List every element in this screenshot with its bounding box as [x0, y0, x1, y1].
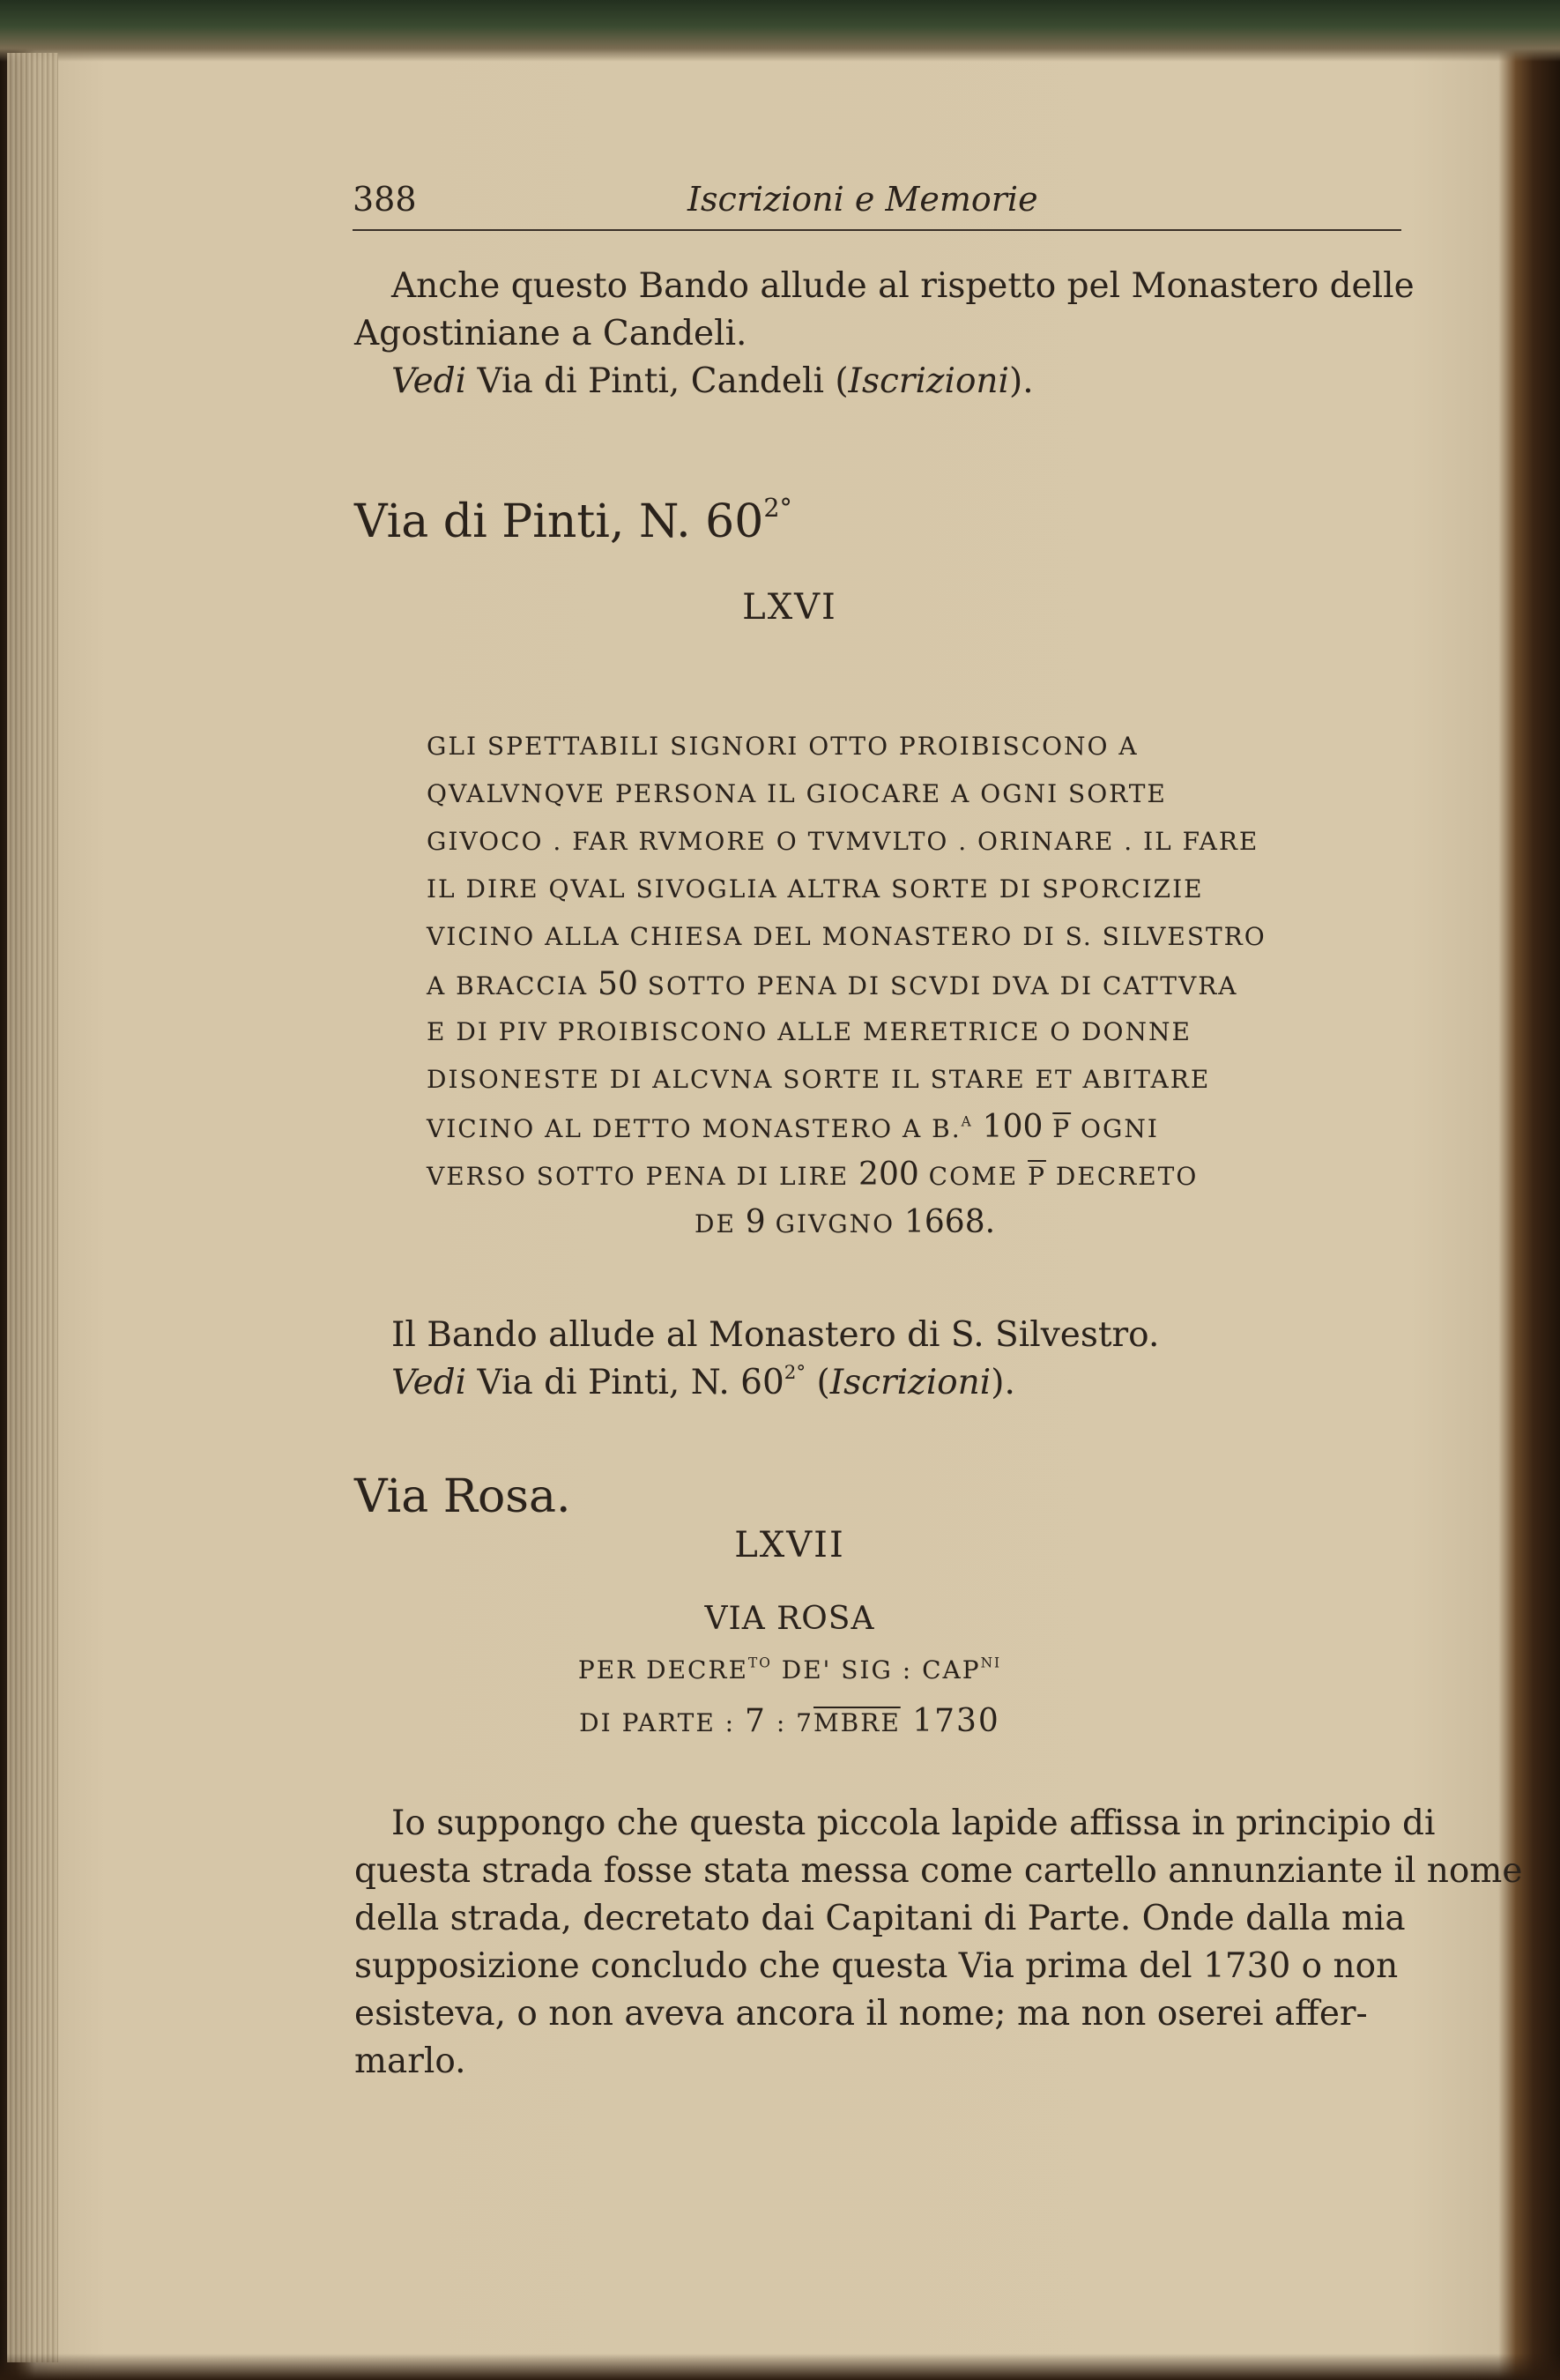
- inscription-line: PER $DECRE^{TO}$ DE' SIG : $CAP^{NI}$: [577, 1655, 1002, 1685]
- book-bottom-edge: [0, 2354, 1560, 2380]
- inscription-line: VICINO ALLA CHIESA DEL MONASTERO DI S. SILVESTRO: [427, 922, 1267, 951]
- page-edge-stack: [7, 53, 58, 2362]
- paragraph-line: esisteva, o non aveva ancora il nome; ma non oserei affer-: [354, 1994, 1368, 2034]
- inscription-line: IL DIRE QVAL SIVOGLIA ALTRA SORTE DI SPORCIZIE: [427, 874, 1204, 904]
- paragraph-line: Io suppongo che questa piccola lapide affissa in principio di: [391, 1804, 1436, 1843]
- paragraph-line: questa strada fosse stata messa come cartello annunziante il nome: [354, 1851, 1523, 1891]
- inscription-line: VERSO SOTTO PENA DI LIRE 200 COME $\overline{P}$ DECRETO: [427, 1157, 1199, 1193]
- running-head: [353, 180, 1401, 231]
- vedi-label: Vedi: [391, 1363, 467, 1402]
- inscription-title: VIA ROSA: [704, 1601, 875, 1637]
- note-reference: Vedi Via di Pinti, N. $60^{2^\circ}$ (Iscrizioni).: [391, 1361, 1015, 1402]
- inscription-number-lxvi: LXVI: [742, 587, 837, 628]
- inscription-date-line: DI PARTE : 7 : 7MBRE 1730: [579, 1703, 1000, 1739]
- page-number: 388: [353, 180, 417, 219]
- vedi-label: Vedi: [391, 361, 467, 401]
- inscription-line: QVALVNQVE PERSONA IL GIOCARE A OGNI SORTE: [427, 779, 1167, 808]
- inscription-line: GLI SPETTABILI SIGNORI OTTO PROIBISCONO A: [427, 732, 1139, 761]
- paragraph-line: della strada, decretato dai Capitani di Parte. Onde dalla mia: [354, 1899, 1406, 1938]
- intro-line-1: Anche questo Bando allude al rispetto pel Monastero delle: [391, 266, 1415, 306]
- inscription-line: GIVOCO . FAR RVMORE O TVMVLTO . ORINARE . IL FARE: [427, 827, 1259, 856]
- page-body: [58, 56, 1521, 2348]
- inscription-line: E DI PIV PROIBISCONO ALLE MERETRICE O DONNE: [427, 1017, 1192, 1046]
- section-heading-via-rosa: Via Rosa.: [354, 1470, 571, 1523]
- inscription-number-lxvii: LXVII: [734, 1525, 845, 1566]
- paragraph-line: supposizione concludo che questa Via prima del 1730 o non: [354, 1946, 1399, 1986]
- inscription-date-line: DE 9 GIVGNO 1668.: [695, 1204, 996, 1240]
- section-heading-via-di-pinti: Via di Pinti, N. $60^{2^\circ}$: [354, 493, 792, 548]
- book-top-edge: [0, 0, 1560, 62]
- inscription-line: DISONESTE DI ALCVNA SORTE IL STARE ET ABITARE: [427, 1065, 1211, 1094]
- inscription-line: A BRACCIA 50 SOTTO PENA DI SCVDI DVA DI CATTVRA: [427, 966, 1238, 1002]
- inscription-line: VICINO AL DETTO MONASTERO A B.$^A$ 100 $\overline{P}$ OGNI: [427, 1109, 1159, 1145]
- intro-reference: Vedi Via di Pinti, Candeli (Iscrizioni).: [391, 361, 1034, 401]
- note-line-1: Il Bando allude al Monastero di S. Silvestro.: [391, 1315, 1160, 1355]
- running-title: Iscrizioni e Memorie: [687, 180, 1038, 219]
- paragraph-line: marlo.: [354, 2042, 466, 2081]
- intro-line-2: Agostiniane a Candeli.: [354, 314, 747, 353]
